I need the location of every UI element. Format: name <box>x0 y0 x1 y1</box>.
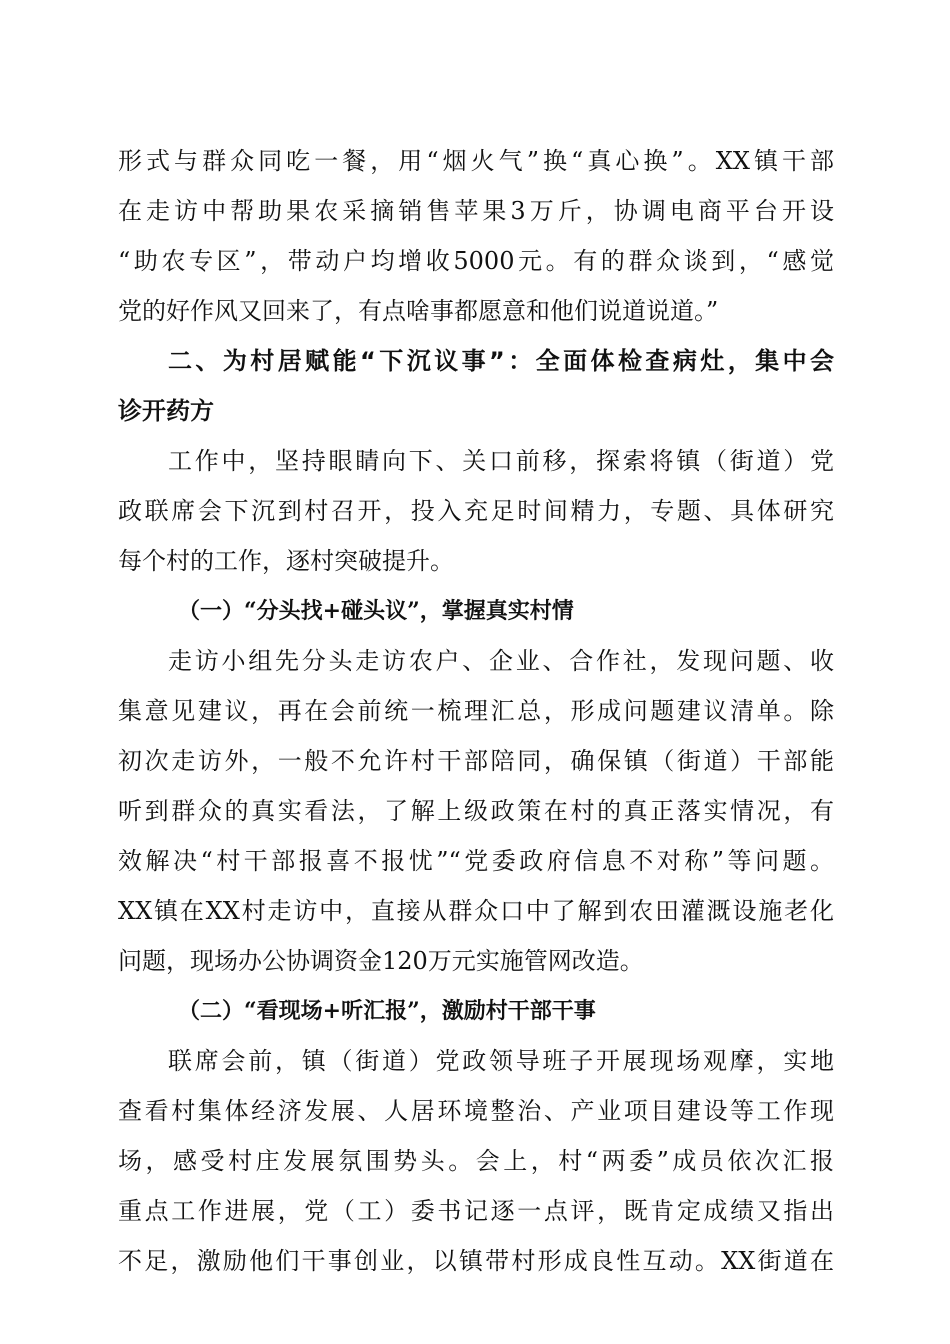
body-text-line: 初次走访外，一般不允许村干部陪同，确保镇（街道）干部能 <box>118 747 834 775</box>
body-text-line: 重点工作进展，党（工）委书记逐一点评，既肯定成绩又指出 <box>118 1197 834 1225</box>
body-text-line: 形式与群众同吃一餐，用“烟火气”换“真心换”。XX镇干部 <box>118 147 834 175</box>
body-text-line: 效解决“村干部报喜不报忧”“党委政府信息不对称”等问题。 <box>118 847 834 875</box>
body-text-line: 走访小组先分头走访农户、企业、合作社，发现问题、收 <box>168 647 834 675</box>
body-text-line: 问题，现场办公协调资金120万元实施管网改造。 <box>118 947 644 975</box>
body-text-line: 在走访中帮助果农采摘销售苹果3万斤，协调电商平台开设 <box>118 197 834 225</box>
body-text-line: “助农专区”，带动户均增收5000元。有的群众谈到，“感觉 <box>118 247 834 275</box>
body-text-line: 联席会前，镇（街道）党政领导班子开展现场观摩，实地 <box>168 1047 834 1075</box>
body-text-line: 不足，激励他们干事创业，以镇带村形成良性互动。XX街道在 <box>118 1247 834 1275</box>
body-text-line: 听到群众的真实看法，了解上级政策在村的真正落实情况，有 <box>118 797 834 825</box>
body-text-line: 场，感受村庄发展氛围势头。会上，村“两委”成员依次汇报 <box>118 1147 834 1175</box>
section-heading-continued: 诊开药方 <box>118 397 214 425</box>
subsection-heading: （二）“看现场+听汇报”，激励村干部干事 <box>178 998 596 1024</box>
section-heading: 二、为村居赋能“下沉议事”：全面体检查病灶，集中会 <box>168 347 834 375</box>
subsection-heading: （一）“分头找+碰头议”，掌握真实村情 <box>178 598 574 624</box>
body-text-line: 政联席会下沉到村召开，投入充足时间精力，专题、具体研究 <box>118 497 834 525</box>
body-text-line: 集意见建议，再在会前统一梳理汇总，形成问题建议清单。除 <box>118 697 834 725</box>
body-text-line: 党的好作风又回来了，有点啥事都愿意和他们说道说道。” <box>118 297 719 325</box>
body-text-line: 每个村的工作，逐村突破提升。 <box>118 547 454 575</box>
body-text-line: 查看村集体经济发展、人居环境整治、产业项目建设等工作现 <box>118 1097 834 1125</box>
body-text-line: 工作中，坚持眼睛向下、关口前移，探索将镇（街道）党 <box>168 447 834 475</box>
body-text-line: XX镇在XX村走访中，直接从群众口中了解到农田灌溉设施老化 <box>118 897 834 925</box>
